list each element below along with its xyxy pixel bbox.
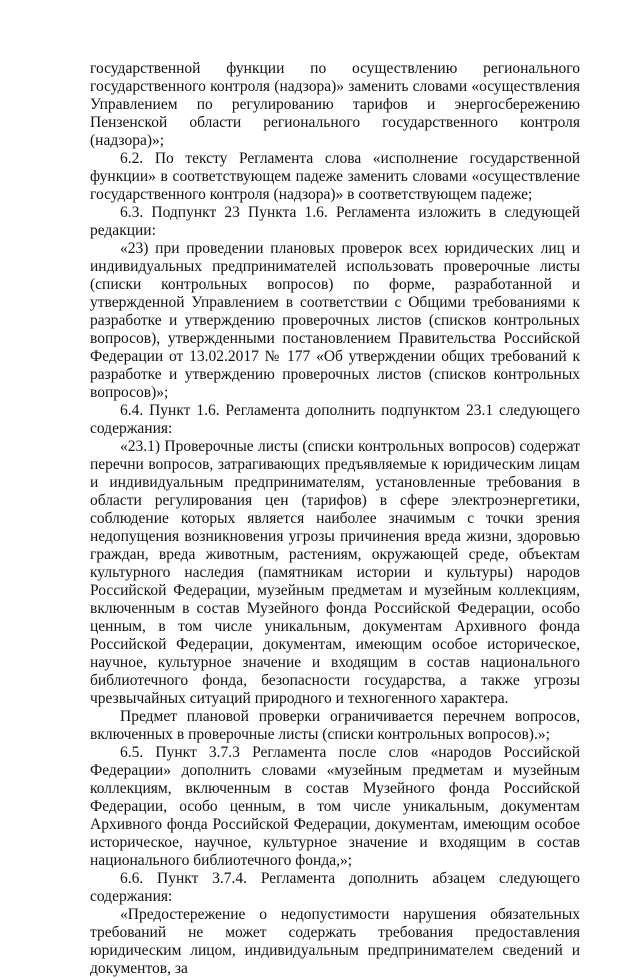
paragraph-6-4: 6.4. Пункт 1.6. Регламента дополнить подпунктом 23.1 следующего содержания: (90, 402, 580, 437)
paragraph-warning: «Предостережение о недопустимости нарушения обязательных требований не может содержать требования предоставления юридическим лицом, индивидуальным предпринимателем сведений и документов, за (90, 906, 580, 977)
paragraph-6-3: 6.3. Подпункт 23 Пункта 1.6. Регламента изложить в следующей редакции: (90, 204, 580, 239)
paragraph-6-6: 6.6. Пункт 3.7.4. Регламента дополнить абзацем следующего содержания: (90, 870, 580, 905)
paragraph-inspection-subject: Предмет плановой проверки ограничивается перечнем вопросов, включенных в проверочные листы (списки контрольных вопросов).»; (90, 708, 580, 743)
paragraph-continuation: государственной функции по осуществлению регионального государственного контроля (надзора)» заменить словами «осуществления Управлением по регулированию тарифов и энергосбережению Пензенской области регионального государственного контроля (надзора)»; (90, 60, 580, 149)
paragraph-subitem-23: «23) при проведении плановых проверок всех юридических лиц и индивидуальных предпринимателей использовать проверочные листы (списки контрольных вопросов) по форме, разработанной и утвержденной Управлением в соответствии с Общими требованиями к разработке и утверждению проверочных листов (списков контрольных вопросов), утвержденными постановлением Правительства Российской Федерации от 13.02.2017 № 177 «Об утверждении общих требований к разработке и утверждению проверочных листов (списков контрольных вопросов)»; (90, 240, 580, 401)
document-body (90, 60, 580, 978)
paragraph-subitem-23-1: «23.1) Проверочные листы (списки контрольных вопросов) содержат перечни вопросов, затрагивающих предъявляемые к юридическим лицам и индивидуальным предпринимателям, установленные требования в области регулирования цен (тарифов) в сфере электроэнергетики, соблюдение которых является наиболее значимым с точки зрения недопущения возникновения угрозы причинения вреда жизни, здоровью граждан, вреда животным, растениям, окружающей среде, объектам культурного наследия (памятникам истории и культуры) народов Российской Федерации, музейным предметам и музейным коллекциям, включенным в состав Музейного фонда Российской Федерации, особо ценным, в том числе уникальным, документам Архивного фонда Российской Федерации, документам, имеющим особое историческое, научное, культурное значение и входящим в состав национального библиотечного фонда, безопасности государства, а также угрозы чрезвычайных ситуаций природного и техногенного характера. (90, 438, 580, 707)
paragraph-6-2: 6.2. По тексту Регламента слова «исполнение государственной функции» в соответствующем падеже заменить словами «осуществление государственного контроля (надзора)» в соответствующем падеже; (90, 150, 580, 203)
paragraph-6-5: 6.5. Пункт 3.7.3 Регламента после слов «народов Российской Федерации» дополнить словами «музейным предметам и музейным коллекциям, включенным в состав Музейного фонда Российской Федерации, особо ценным, в том числе уникальным, документам Архивного фонда Российской Федерации, документам, имеющим особое историческое, научное, культурное значение и входящим в состав национального библиотечного фонда,»; (90, 744, 580, 869)
